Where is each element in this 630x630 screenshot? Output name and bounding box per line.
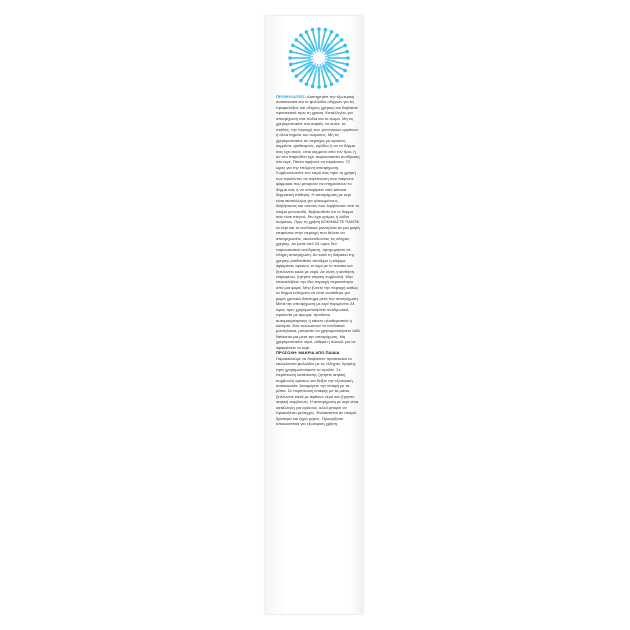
precautions-text: Διαπηρήστε την εξωτερική συσκευασία και το φυλλάδιο οδηγιών για τις προφυλάξεις και οδηγίες χρήσης και διαβάστε προσεκτικά πριν τη χρήση. Κατάλληλες για αποτρίχωση στα πόδια και το σώμα. Μη τις χρησιμοποιείτε στο κεφάλι, τα αυτιά, τα στήθος, την περιοχή των γεννητικών οργάνων ή άλλα σημεία του σώματος. Μη τις χρησιμοποιείτε σε περιοχές με κιρσούς, κομμένα, ερεθισμούς, κηλίδες ή αν το δέρμα σας έχει σκιές, είναι κομμένο από τον ήλιο, ή αν στο παρελθόν έχει παρουσιαστεί αντίδραση στο κερί. Πάντα αφήνετε να περάσουν 72 ώρες για την επόμενη αποτρίχωση. Συμβουλευτείτε τον ιατρό σας πριν τη χρήση των προϊόντος σε περίπτωση που παίρνετε φάρμακα που μπορούν να επηρεάσουν το δέρμα σας ή να υποφέρετε από κάποια δερματική πάθηση. Η αποτρίχωση με κερί είναι ακατάλληλη για ηλικιωμένους, διαβητικούς και αυτούς που λαμβάνουν αντι το στόμα ρετινοειδή. Βεβαιωθείτε ότι το δέρμα σας είναι στεγνό, δεν έχει κρέμες ή λάδια σώματος. Πριν τη χρήση ΔΟΚΙΜΑΣΤΕ ΠΑΝΤΑ το κερί και το ενυδατικό μαντηλάκι σε μια μικρή επιφάνεια στην περιοχή που θέλετε να αποτριχώσετε, ακολουθώντας τις οδηγίες χρήσης. Αν μετά από 24 ώρες δεν παρουσιαστεί αντίδραση, προχωρήστε σε πλήρη αποτρίχωση. Αν κατά τη διάρκεια της χρήσης ρισθανθείτε τσούξιμο ή κάψιμο, αφαιρέστε αμέσως το κερί με το πανάκι και ξεπλύνετε καλά με νερό. Αν αυτή η αίσθηση παραμένει, ζητήστε ιατρική συμβουλή. Μην επαναλάβετε την ίδια περιοχή περισσότερο από μια φορά. Μην ξύνετε την περιοχή καθώς το δέρμα ενδέχεται να είναι ευαίσθητο για μικρό χρονικό διάστημα μετά την αποτρίχωση. Μετά την αποτρίχωση με κερί περιμένετε 24 ώρες πριν χρησιμοποιήσετε αντιδρωτικό, προϊόντα με άρωμα, προϊόντα αυτομαυρίσματος ή κάνετε ηλιοθεραπεία ή κολύμπι. Εάν τελειώσουν τα ενυδατικά μαντηλάκια, μπορείτε να χρησιμοποιήσετε λάδι Nelsonia για μετά την αποτρίχωση. Μη χρησιμοποιείτε νερό, αιθέρα ή αλκοόλ για να αφαιρέσετε το κερί. bbox=[276, 94, 360, 350]
precautions-heading: ΠΡΟΦΥΛΑΞΕΙΣ: bbox=[276, 94, 307, 99]
warning-text: Παρακαλούμε να διαβάσετε προσεκτικά το εσώκλειστο φυλλάδιο με τις Οδηγίες Χρήσης πριν χρησιμοποιήσετε το προϊόν. Σε περίπτωση κατάποσης ζητήστε ιατρική συμβουλή αμέσως και δείξτε την εξωτερική συσκευασία. Αποφύγετε την επαφή με τα μάτια. Σε περίπτωση επαφής με τα μάτια, ξεπλύνετε καλά με άφθονο νερό και ζητήστε ιατρική συμβουλή. Η αποτρίχωση με κερί είναι κατάλληλη για εγκύους, αλλά μπορεί να προκαλέσει μελαγχές. Φυλάσσεται σε σκιερό, δροσερό και ξηρό μέρος. Προορίζεται αποκλειστικά για εξωτερική χρήση. bbox=[276, 355, 359, 427]
starburst-logo-icon bbox=[287, 26, 351, 90]
product-text bbox=[276, 94, 360, 427]
package-side-panel bbox=[265, 16, 363, 614]
precautions-paragraph bbox=[276, 94, 360, 350]
warning-heading: ΠΡΟΣΟΧΗ: ΜΑΚΡΙΑ ΑΠΟ ΠΑΙΔΙΑ bbox=[276, 350, 340, 356]
